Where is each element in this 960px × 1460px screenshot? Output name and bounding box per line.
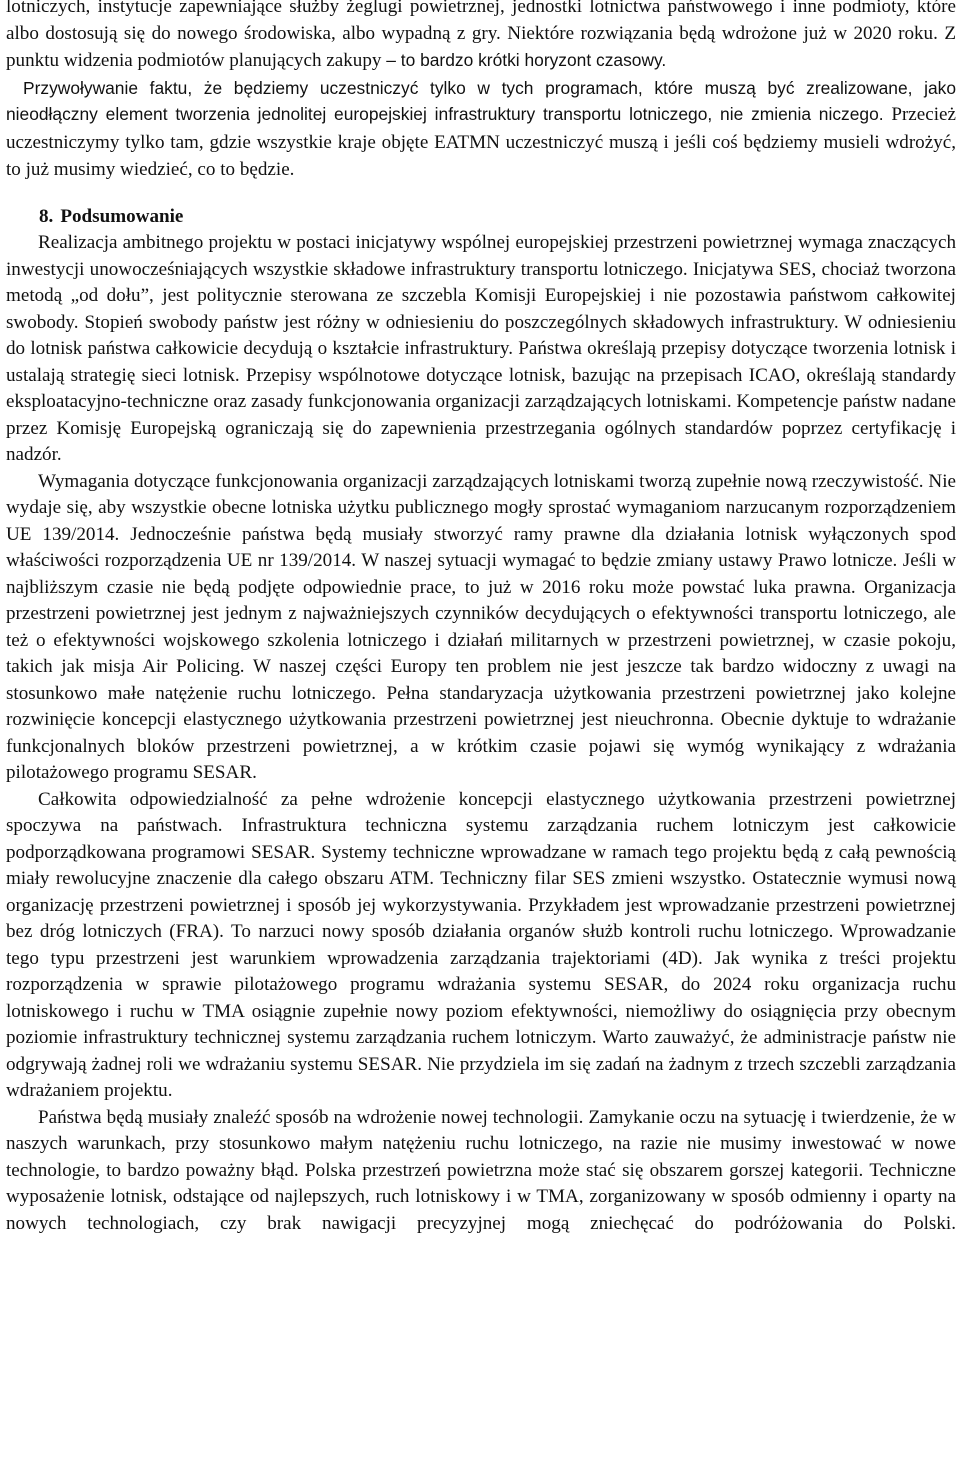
section-heading [6, 204, 956, 231]
paragraph: Państwa będą musiały znaleźć sposób na wdrożenie nowej technologii. Zamykanie oczu na sytuację i twierdzenie, że w naszych warunkach, przy stosunkowo małym natężeniu ruchu lotniczego, na razie nie musimy inwestować w nowe technologie, to bardzo poważny błąd. Polska przestrzeń powietrzna może stać się obszarem gorszej kategorii. Techniczne wyposażenie lotnisk, odstające od najlepszych, ruch lotniskowy i w TMA, zorganizowany w sposób odmienny i oparty na nowych technologiach, czy brak nawigacji precyzyjnej mogą zniechęcać do podróżowania do Polski. [6, 1106, 956, 1234]
paragraph-continuation [6, 0, 956, 75]
section-number: 8. [39, 205, 54, 227]
paragraph-run: Przecież uczestniczymy tylko tam, gdzie wszystkie kraje objęte EATMN uczestniczyć muszą i jeśli coś będziemy musieli wdrożyć, to już musimy wiedzieć, co to będzie. [6, 104, 956, 180]
paragraph [6, 75, 956, 184]
section-title: Podsumowanie [60, 205, 184, 227]
paragraph: Całkowita odpowiedzialność za pełne wdrożenie koncepcji elastycznego użytkowania przestrzeni powietrznej spoczywa na państwach. Infrastruktura techniczna systemu zarządzania ruchem lotniczym jest całkowicie podporządkowana programowi SESAR. Systemy techniczne wprowadzane w ramach tego projektu będą z całą pewnością miały rewolucyjne znaczenie dla całego obszaru ATM. Techniczny filar SES zmieni wszystko. Ostatecznie wymusi nową organizację przestrzeni powietrznej i sposób jej wykorzystywania. Przykładem jest wprowadzanie przestrzeni powietrznej bez dróg lotniczych (FRA). To narzuci nowy sposób działania organów służb kontroli ruchu lotniczego. Wprowadzanie tego typu przestrzeni jest warunkiem wprowadzenia zarządzania trajektoriami (4D). Jak wynika z treści projektu rozporządzenia w sprawie pilotażowego programu wdrażania systemu SESAR, do 2024 roku organizacja ruchu lotniskowego i ruchu w TMA osiągnie zupełnie nowy poziom efektywności, niemożliwy do osiągnięcia przy obecnym poziomie infrastruktury technicznej systemu zarządzania ruchem lotniczym. Warto zauważyć, że administracje państw nie odgrywają żadnej roli we wdrażaniu systemu SESAR. Nie przydziela im się zadań na żadnym z trzech szczebli zarządzania wdrażaniem projektu. [6, 788, 956, 1101]
paragraph-run: Przywoływanie faktu, że będziemy uczestniczyć tylko w tych programach, które muszą być zrealizowane, jako nieodłączny element tworzenia jednolitej europejskiej infrastruktury transportu lotniczego, nie zmienia niczego. [6, 77, 956, 124]
paragraph-run: lotniczych, instytucje zapewniające służby żeglugi powietrznej, jednostki lotnictwa państwowego i inne podmioty, które albo dostosują się do nowego środowiska, albo wypadną z gry. Niektóre rozwiązania będą wdrożone już w 2020 roku. Z punktu widzenia podmiotów planujących zakupy [6, 0, 956, 71]
paragraph-run: – to bardzo krótki horyzont czasowy. [381, 50, 667, 70]
document-page [6, 0, 956, 1237]
paragraph: Wymagania dotyczące funkcjonowania organizacji zarządzających lotniskami tworzą zupełnie nową rzeczywistość. Nie wydaje się, aby wszystkie obecne lotniska użytku publicznego mogły sprostać wymaganiom narzucanym rozporządzeniem UE 139/2014. Jednocześnie państwa będą musiały stworzyć ramy prawne dla działania lotnisk wyłączonych spod właściwości rozporządzenia UE nr 139/2014. W naszej sytuacji wymagać to będzie zmiany ustawy Prawo lotnicze. Jeśli w najbliższym czasie nie będą podjęte odpowiednie prace, to już w 2016 roku może powstać luka prawna. Organizacja przestrzeni powietrznej jest jednym z najważniejszych czynników decydujących o efektywności transportu lotniczego, ale też o efektywności wojskowego szkolenia lotniczego i działań militarnych w przestrzeni powietrznej, w czasie pokoju, takich jak misja Air Policing. W naszej części Europy ten problem nie jest jeszcze tak bardzo widoczny z uwagi na stosunkowo małe natężenie ruchu lotniczego. Pełna standaryzacja użytkowania przestrzeni powietrznej jako kolejne rozwinięcie koncepcji elastycznego użytkowania przestrzeni powietrznej jest nieuchronna. Obecnie dyktuje to wdrażanie funkcjonalnych bloków przestrzeni powietrznej, a w krótkim czasie pojawi się wymóg wynikający z wdrażania pilotażowego programu SESAR. [6, 470, 956, 783]
paragraph: Realizacja ambitnego projektu w postaci inicjatywy wspólnej europejskiej przestrzeni powietrznej wymaga znaczących inwestycji unowocześniających wszystkie składowe infrastruktury transportu lotniczego. Inicjatywa SES, chociaż tworzona metodą „od dołu”, jest politycznie sterowana ze szczebla Komisji Europejskiej i nie pozostawia państwom całkowitej swobody. Stopień swobody państw jest różny w odniesieniu do poszczególnych składowych infrastruktury. W odniesieniu do lotnisk państwa całkowicie decydują o kształcie infrastruktury. Państwa określają przepisy dotyczące tworzenia lotnisk i ustalają strategię sieci lotnisk. Przepisy wspólnotowe dotyczące lotnisk, bazując na przepisach ICAO, określają standardy eksploatacyjno-techniczne oraz zasady funkcjonowania organizacji zarządzających lotniskami. Kompetencje państw nadane przez Komisję Europejską ograniczają się do zapewnienia przestrzegania ogólnych standardów poprzez certyfikację i nadzór. [6, 232, 956, 465]
